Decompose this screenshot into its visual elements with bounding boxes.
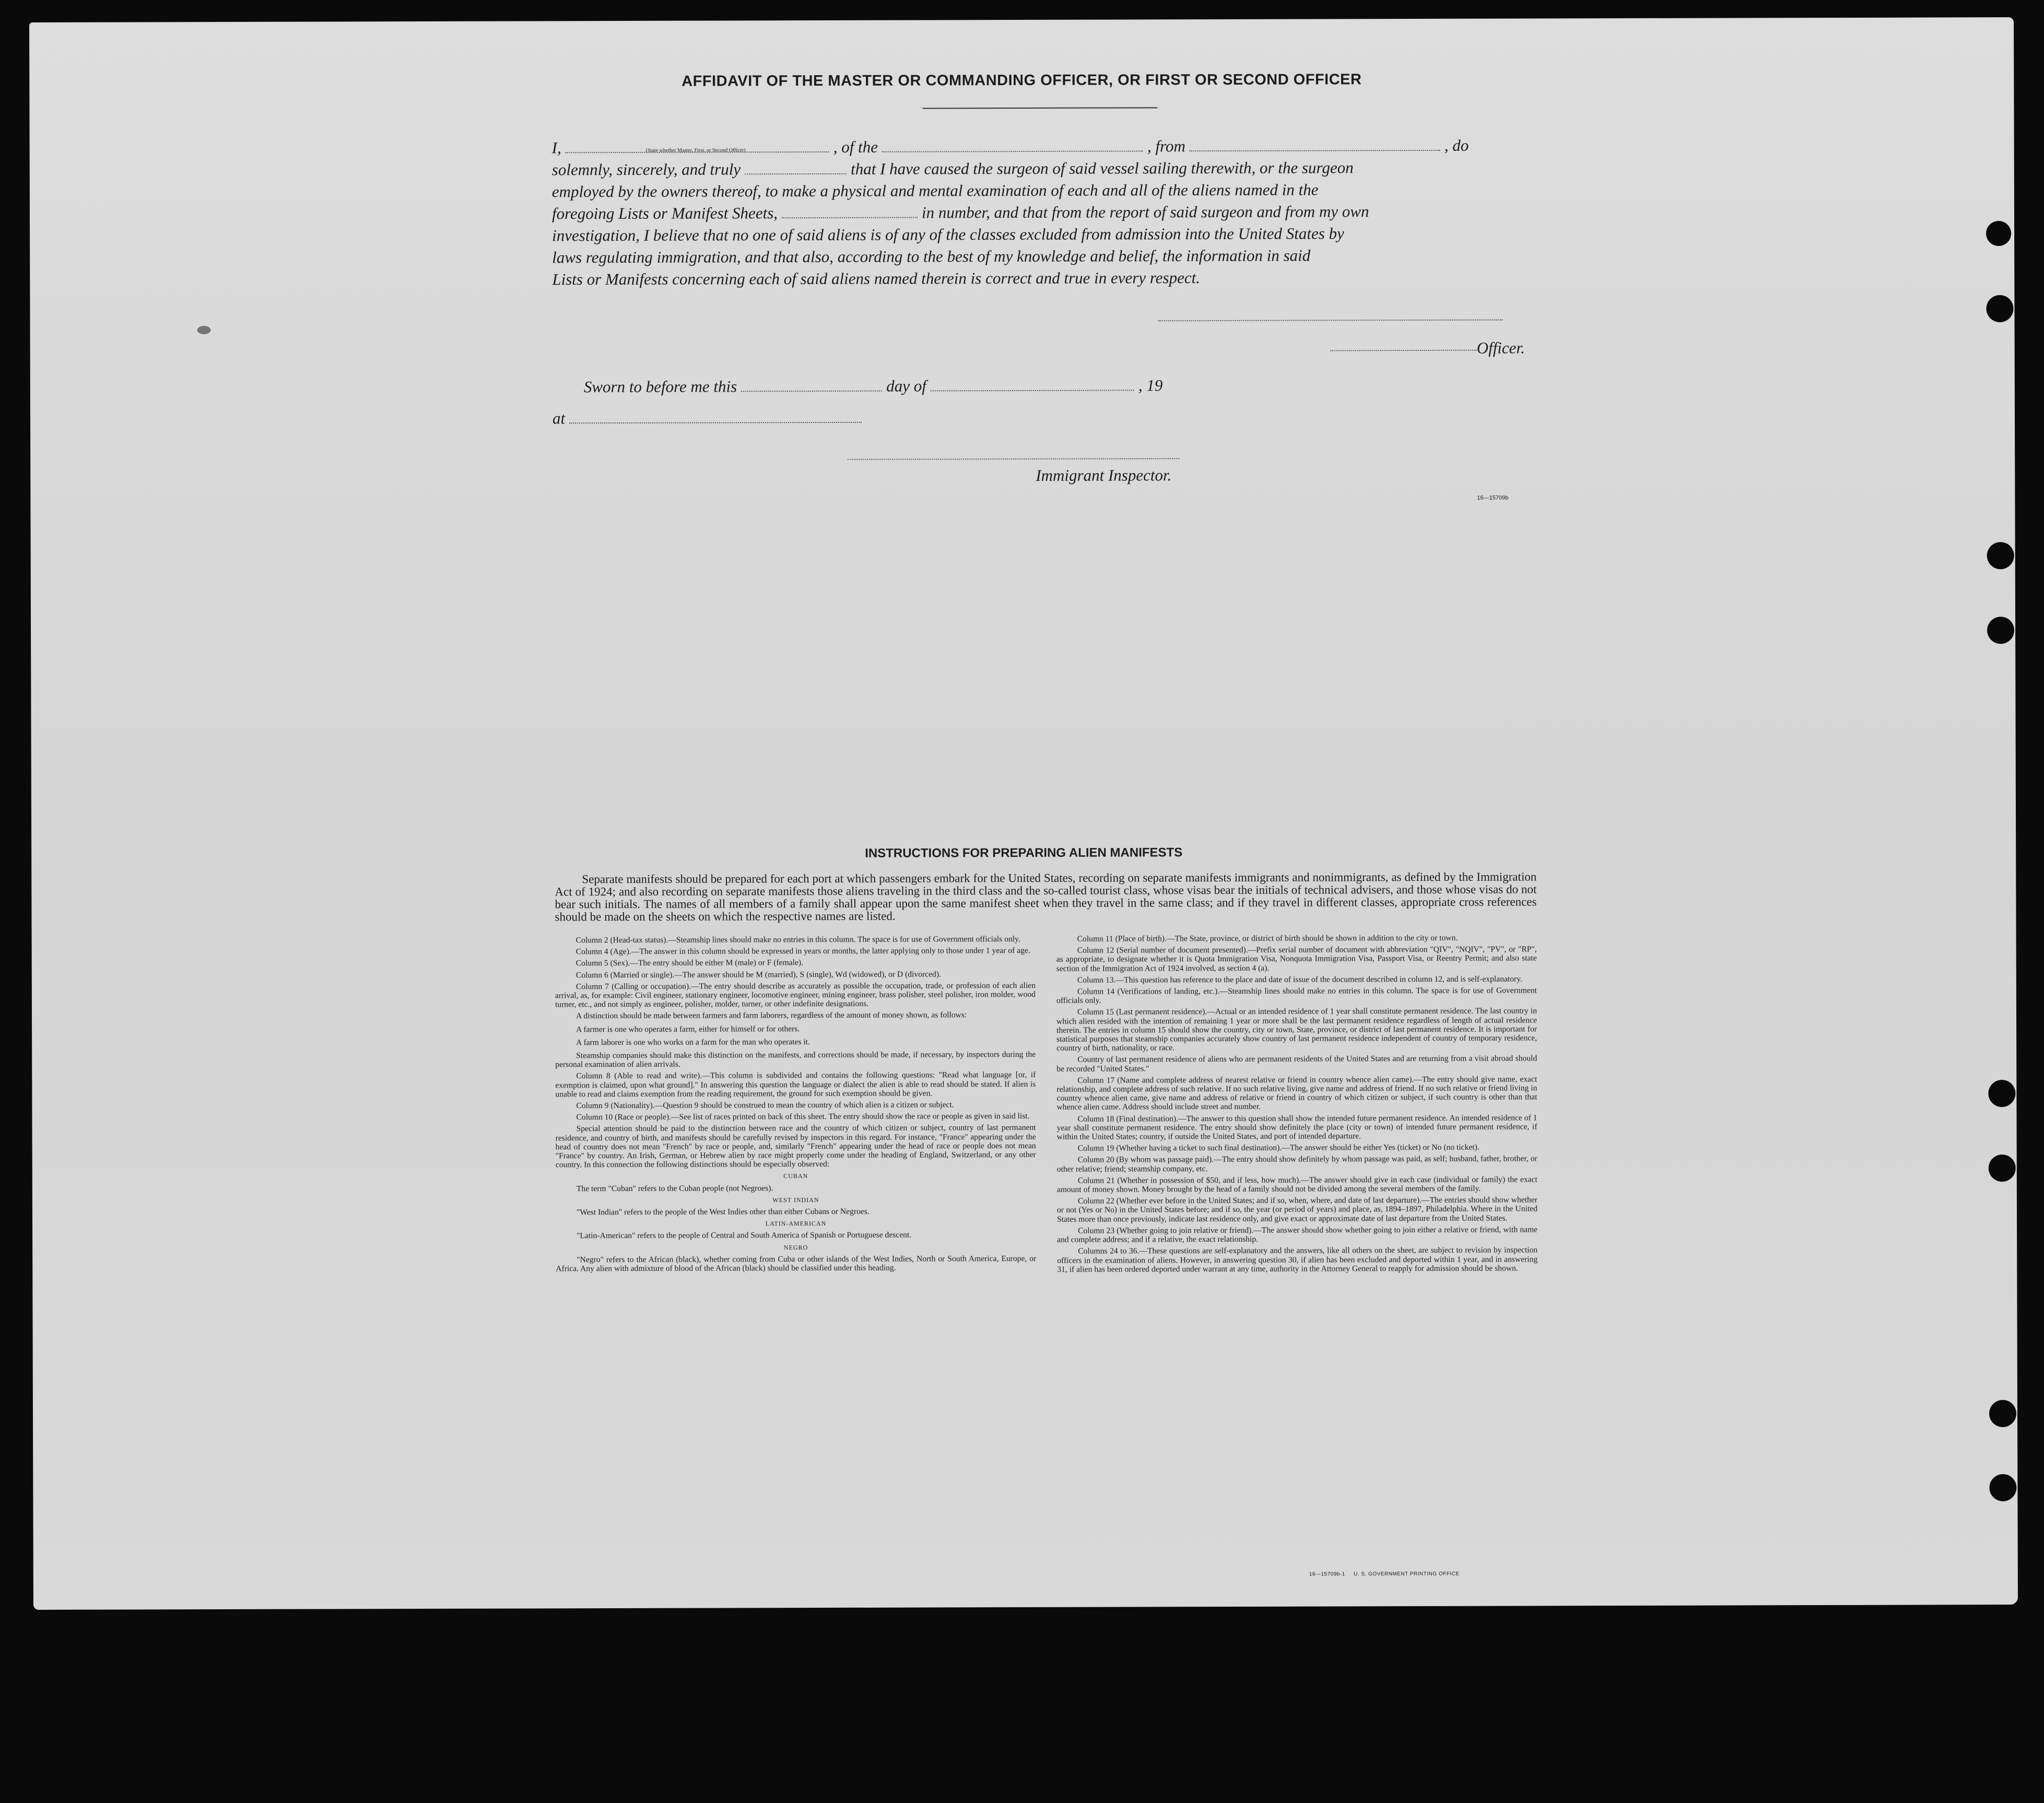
- instruction-paragraph: Special attention should be paid to the distinction between race and the country of which citizen or subject, country of last permanent residence, and country of birth, and manifests should be carefully revised by inspectors in this regard. For instance, "France" appearing under the head of country does not mean "French" by race or people, and, similarly "French" appearing under the head of race or people does not mean "France" by country. An Irish, German, or Hebrew alien by race might properly come under the heading of England, Switzerland, or any other country. In this connection the following distinctions should be especially observed:: [555, 1123, 1036, 1170]
- instruction-paragraph: Column 2 (Head-tax status).—Steamship lines should make no entries in this column. The space is for use of Government officials only.: [575, 935, 1020, 945]
- punch-hole: [1989, 1400, 2016, 1427]
- officer-rank-note: (State whether Master, First, or Second Officer): [645, 147, 746, 154]
- affidavit-line-5: investigation, I believe that no one of said aliens is of any of the classes excluded from admission into the United States by: [552, 224, 1344, 245]
- punch-hole: [1988, 1080, 2015, 1107]
- affidavit-line-3: employed by the owners thereof, to make a physical and mental examination of each and all of the aliens named in the: [551, 180, 1319, 201]
- affidavit-text: , from: [1147, 137, 1185, 156]
- west-indian-definition: "West Indian" refers to the people of the West Indies other than either Cubans or Negroes.: [576, 1207, 870, 1217]
- inspector-label: Immigrant Inspector.: [1036, 466, 1172, 485]
- instruction-paragraph: Column 8 (Able to read and write).—This column is subdivided and contains the following questions: "Read what language [or, if exemption is claimed, upon what ground]." In answering this question the language or dialect the alien is able to read should be stated. If alien is unable to read and claims exemption from the reading requirement, the ground for such exemption should be given.: [555, 1070, 1036, 1099]
- punch-hole: [1987, 542, 2014, 569]
- officer-label: Officer.: [1476, 338, 1525, 357]
- affidavit-line-2: [552, 157, 1354, 181]
- officer-title-line[interactable]: [1331, 350, 1477, 351]
- instruction-paragraph: Column 15 (Last permanent residence).—Actual or an intended residence of 1 year shall constitute permanent residence. The last country in which alien resided with the intention of remaining 1 year or more shall be the last permanent residence regardless of length of actual residence therein. The entries in column 15 should show the country, city or town, State, province, or district of last permanent residence. It is important for statistical purposes that steamship companies accurately show country of last permanent residence independent of country of temporary residence, country of birth, nationality, or race.: [1056, 1006, 1537, 1053]
- footer-form-code: 16—15709b-1: [1309, 1571, 1345, 1577]
- instruction-paragraph: Column 18 (Final destination).—The answer to this question shall show the intended future permanent residence. An intended residence of 1 year shall constitute permanent residence. The entry should show definitely the place (city or town) of intended future permanent residence, if within the United States; country, if outside the United States, and port of intended departure.: [1056, 1113, 1537, 1141]
- punch-hole: [1989, 1154, 2016, 1182]
- vessel-name-blank[interactable]: [882, 150, 1143, 152]
- instructions-left-column: [555, 935, 1037, 1276]
- instruction-paragraph: A farmer is one who operates a farm, either for himself or for others.: [576, 1024, 800, 1034]
- latin-american-heading: LATIN-AMERICAN: [765, 1220, 827, 1228]
- instruction-paragraph: Column 13.—This question has reference to the place and date of issue of the document described in column 12, and is self-explanatory.: [1077, 974, 1522, 985]
- instruction-paragraph: Columns 24 to 36.—These questions are self-explanatory and the answers, like all others on the sheet, are subject to revision by inspection officers in the examination of aliens. However, in answering question 30, if alien has been excluded and deported within 1 year, and in answering 31, if alien has been ordered deported under warrant at any time, authority in the Attorney General to reapply for admission should be shown.: [1057, 1245, 1538, 1274]
- punch-hole: [1986, 295, 2013, 322]
- negro-heading: NEGRO: [783, 1243, 808, 1251]
- affidavit-title: AFFIDAVIT OF THE MASTER OR COMMANDING OFFICER, OR FIRST OR SECOND OFFICER: [682, 71, 1362, 90]
- punch-hole: [1989, 1474, 2016, 1501]
- affidavit-text: solemnly, sincerely, and truly: [551, 160, 741, 179]
- form-code: 16—15709b: [1477, 494, 1509, 501]
- sheet-count-blank[interactable]: [782, 217, 918, 219]
- departure-port-blank[interactable]: [1190, 150, 1440, 151]
- affidavit-text: in number, and that from the report of said surgeon and from my own: [921, 202, 1369, 222]
- instruction-paragraph: Column 6 (Married or single).—The answer should be M (married), S (single), Wd (widowed), or D (divorced).: [575, 970, 941, 980]
- sworn-place-line: [553, 407, 866, 430]
- sworn-month-blank[interactable]: [931, 390, 1134, 391]
- instruction-paragraph: Column 23 (Whether going to join relative or friend).—The answer should show whether going to join either a relative or friend, with name and complete address; and if a relative, the exact relationship.: [1057, 1225, 1538, 1244]
- inspector-signature-line[interactable]: [848, 458, 1179, 460]
- instruction-paragraph: Column 14 (Verifications of landing, etc.).—Steamship lines should make no entries in this column. The space is for use of Government officials only.: [1056, 986, 1537, 1006]
- latin-american-definition: "Latin-American" refers to the people of Central and South America of Spanish or Portuguese descent.: [577, 1231, 912, 1241]
- instructions-intro: Separate manifests should be prepared for each port at which passengers embark for the United States, recording on separate manifests immigrants and nonimmigrants, as defined by the Immigration Act of 1924; and also recording on separate manifests those aliens traveling in the third class and the so-called tourist class, whose visas bear the initials of technical advisers, and those whose visas do not bear such initials. The names of all members of a family shall appear upon the same manifest sheet when they travel in the same class; and if they travel in different classes, appropriate cross references should be made on the sheets on which the respective names are listed.: [555, 870, 1537, 924]
- manifest-sheet: [29, 17, 2018, 1610]
- officer-signature-line[interactable]: [1158, 320, 1503, 322]
- instruction-paragraph: Steamship companies should make this distinction on the manifests, and corrections should be made, if necessary, by inspectors during the personal examination of alien arrivals.: [555, 1050, 1036, 1069]
- affidavit-line-6: laws regulating immigration, and that also, according to the best of my knowledge and belief, the information in said: [552, 246, 1311, 267]
- cuban-heading: CUBAN: [783, 1172, 808, 1180]
- instruction-paragraph: Column 17 (Name and complete address of nearest relative or friend in country whence alien came).—The entry should give name, exact relationship, and complete address of such relative. If no such relative living, give name and address of friend. If no such relative or friend living in country whence alien came, give name and address of relative or friend in country of which citizen or subject, if such country is other than that whence alien came. Address should include street and number.: [1056, 1075, 1537, 1112]
- instruction-paragraph: Column 22 (Whether ever before in the United States; and if so, when, where, and date of last departure).—The entries should show whether or not (Yes or No) in the United States before; and if so, the year (or period of years) and place, as, 1894–1897, Philadelphia. Where in the United States more than once previously, indicate last residence only, and give exact or approximate date of last departure from the United States.: [1056, 1195, 1538, 1224]
- instruction-paragraph: Column 9 (Nationality).—Question 9 should be construed to mean the country of which alien is a citizen or subject.: [576, 1100, 954, 1111]
- affidavit-text: , do: [1444, 136, 1469, 155]
- instruction-paragraph: A distinction should be made between farmers and farm laborers, regardless of the amount of money shown, as follows:: [575, 1010, 967, 1021]
- sworn-day-blank[interactable]: [741, 391, 882, 392]
- printer-imprint: U. S. GOVERNMENT PRINTING OFFICE: [1354, 1571, 1460, 1577]
- instructions-title: INSTRUCTIONS FOR PREPARING ALIEN MANIFESTS: [865, 845, 1183, 861]
- sworn-place-blank[interactable]: [569, 422, 862, 423]
- affidavit-text: I,: [551, 138, 561, 157]
- affidavit-line-7: Lists or Manifests concerning each of said aliens named therein is correct and true in every respect.: [552, 268, 1201, 289]
- negro-definition: "Negro" refers to the African (black), whether coming from Cuba or other islands of the West Indies, North or South America, Europe, or Africa. Any alien with admixture of blood of the African (black) should be classified under this heading.: [556, 1254, 1037, 1274]
- paper-blemish: [197, 326, 211, 334]
- affidavit-text: foregoing Lists or Manifest Sheets,: [551, 204, 778, 223]
- sworn-line: [584, 374, 1163, 398]
- instruction-paragraph: Column 10 (Race or people).—See list of races printed on back of this sheet. The entry should show the race or people as given in said list.: [576, 1112, 1030, 1122]
- affidavit-text: , of the: [833, 137, 878, 156]
- affidavit-line-4: [552, 201, 1369, 225]
- instructions-right-column: [1056, 933, 1538, 1276]
- title-underline: [922, 107, 1157, 109]
- instruction-paragraph: Column 4 (Age).—The answer in this column should be expressed in years or months, the latter applying only to those under 1 year of age.: [575, 946, 1030, 957]
- affidavit-text: , 19: [1138, 376, 1163, 395]
- instruction-paragraph: Column 20 (By whom was passage paid).—The entry should show definitely by whom passage was paid, as self; husband, father, brother, or other relative; friend; steamship company, etc.: [1056, 1154, 1537, 1174]
- cuban-definition: The term "Cuban" refers to the Cuban people (not Negroes).: [576, 1183, 773, 1193]
- affidavit-text: Sworn to before me this: [583, 377, 737, 396]
- affidavit-text: day of: [886, 376, 926, 395]
- west-indian-heading: WEST INDIAN: [772, 1196, 819, 1204]
- instruction-paragraph: Column 5 (Sex).—The entry should be either M (male) or F (female).: [575, 958, 803, 968]
- affidavit-text: that I have caused the surgeon of said vessel sailing therewith, or the surgeon: [851, 158, 1354, 178]
- punch-hole: [1987, 617, 2014, 644]
- instruction-paragraph: Column 21 (Whether in possession of $50, and if less, how much).—The answer should give in each case (individual or family) the exact amount of money shown. Money brought by the head of a family should not be divided among the several members of the family.: [1056, 1175, 1537, 1194]
- footer-codes: [1309, 1571, 1460, 1577]
- instruction-paragraph: Column 11 (Place of birth).—The State, province, or district of birth should be shown in addition to the city or town.: [1077, 933, 1458, 944]
- instruction-paragraph: Column 12 (Serial number of document presented).—Prefix serial number of document with abbreviation "QIV", "NQIV", "PV", or "RP", as appropriate, to designate whether it is Quota Immigration Visa, Nonquota Immigration Visa, Passport Visa, or Reentry Permit; and also state section of the Immigration Act of 1924 involved, as section 4 (a).: [1056, 945, 1537, 973]
- affidavit-line-1: [552, 135, 1469, 159]
- affidavit-text: at: [552, 409, 566, 428]
- punch-hole: [1986, 221, 2011, 246]
- instruction-paragraph: Column 7 (Calling or occupation).—The entry should describe as accurately as possible the occupation, trade, or profession of each alien arrival, as, for example: Civil engineer, stationary engineer, locomotive engineer, mining engineer, brass polisher, steel polisher, iron molder, wood turner, etc., and not simply as engineer, polisher, molder, turner, or other indefinite designations.: [555, 981, 1036, 1009]
- oath-blank[interactable]: [745, 173, 847, 175]
- instruction-paragraph: Country of last permanent residence of aliens who are permanent residents of the United States and are returning from a visit abroad should be recorded "United States.": [1056, 1054, 1537, 1074]
- instruction-paragraph: A farm laborer is one who works on a farm for the man who operates it.: [576, 1037, 810, 1047]
- instruction-paragraph: Column 19 (Whether having a ticket to such final destination).—The answer should be either Yes (ticket) or No (no ticket).: [1077, 1142, 1479, 1153]
